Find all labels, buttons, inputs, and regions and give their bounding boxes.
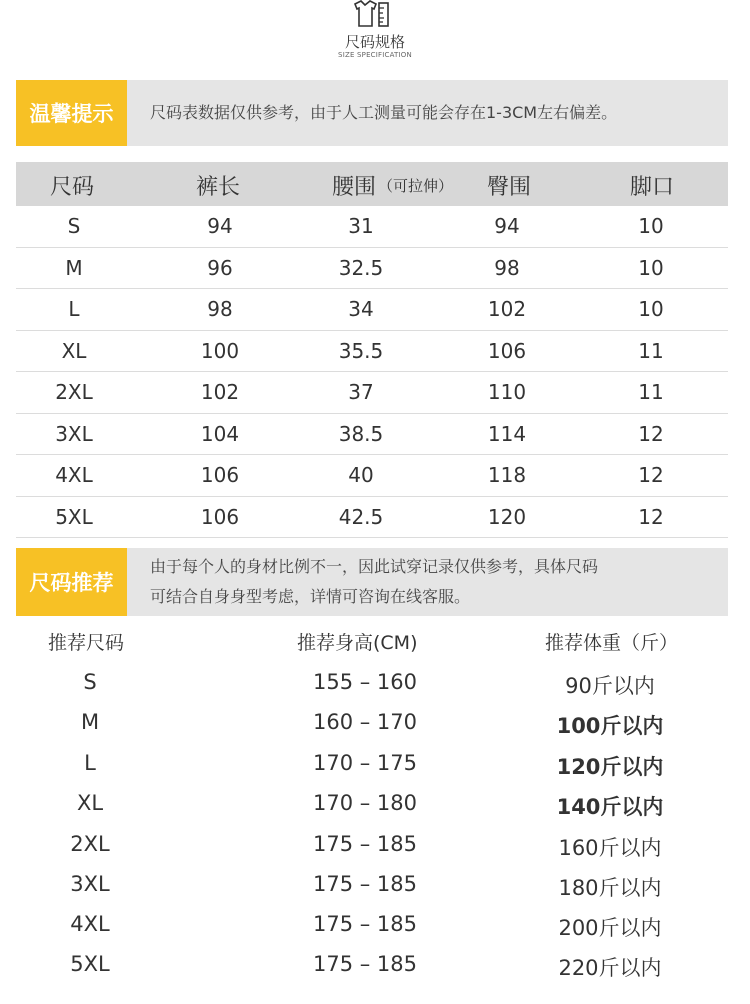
rec-height: 160 – 170 bbox=[312, 710, 417, 734]
cell-size: 5XL bbox=[55, 504, 93, 529]
cell-hip: 98 bbox=[494, 255, 520, 280]
cell-size: 2XL bbox=[55, 380, 93, 404]
cell-length: 94 bbox=[207, 214, 233, 238]
cell-size: M bbox=[65, 255, 83, 280]
rec-height: 170 – 175 bbox=[312, 751, 417, 775]
notice-text: 尺码表数据仅供参考，由于人工测量可能会存在1-3CM左右偏差。 bbox=[150, 103, 618, 122]
cell-waist: 42.5 bbox=[338, 504, 384, 529]
cell-size: L bbox=[68, 297, 80, 321]
cell-length: 100 bbox=[200, 338, 240, 363]
rec-height: 175 – 185 bbox=[312, 952, 417, 976]
cell-hem: 10 bbox=[638, 255, 664, 280]
cell-waist: 38.5 bbox=[338, 421, 384, 446]
recommend-banner bbox=[16, 548, 728, 616]
list-item bbox=[0, 791, 750, 831]
header-hem: 脚口 bbox=[630, 175, 675, 200]
cell-hip: 118 bbox=[487, 463, 527, 487]
rec-size: XL bbox=[76, 791, 104, 815]
rec-height: 175 – 185 bbox=[312, 872, 417, 896]
list-item bbox=[0, 952, 750, 992]
notice-banner bbox=[16, 80, 728, 146]
rec-size: S bbox=[83, 670, 97, 694]
table-row bbox=[16, 455, 728, 497]
rec-size: 4XL bbox=[70, 912, 110, 936]
cell-hem: 10 bbox=[638, 297, 664, 321]
cell-hem: 12 bbox=[638, 463, 664, 487]
cell-hem: 10 bbox=[638, 214, 664, 238]
rec-weight: 90斤以内 bbox=[565, 674, 655, 698]
header-rec-height: 推荐身高(CM) bbox=[297, 632, 418, 654]
rec-size: 3XL bbox=[70, 872, 110, 896]
cell-hem: 11 bbox=[638, 338, 664, 363]
cell-waist: 31 bbox=[348, 214, 374, 238]
header-waist-note: （可拉伸） bbox=[378, 177, 454, 195]
cell-waist: 32.5 bbox=[338, 255, 384, 280]
recommend-table-header bbox=[0, 628, 750, 658]
recommend-text bbox=[150, 552, 598, 612]
cell-size: 3XL bbox=[55, 421, 93, 446]
rec-height: 175 – 185 bbox=[312, 912, 417, 936]
rec-weight: 100斤以内 bbox=[556, 714, 664, 738]
notice-label: 温馨提示 bbox=[16, 80, 127, 146]
recommend-text-line1: 由于每个人的身材比例不一，因此试穿记录仅供参考，具体尺码 bbox=[150, 557, 599, 576]
rec-size: M bbox=[80, 710, 100, 734]
cell-hem: 11 bbox=[638, 380, 664, 404]
header-size: 尺码 bbox=[50, 175, 95, 200]
page-subtitle: SIZE SPECIFICATION bbox=[338, 51, 412, 59]
cell-length: 104 bbox=[200, 421, 240, 446]
rec-size: 2XL bbox=[70, 832, 110, 856]
cell-hip: 114 bbox=[487, 421, 527, 446]
cell-hip: 110 bbox=[487, 380, 527, 404]
cell-waist: 37 bbox=[348, 380, 374, 404]
cell-waist: 40 bbox=[348, 463, 374, 487]
recommend-label: 尺码推荐 bbox=[16, 548, 127, 616]
cell-size: S bbox=[67, 214, 81, 238]
rec-size: 5XL bbox=[70, 952, 110, 976]
table-row bbox=[16, 497, 728, 539]
rec-weight: 180斤以内 bbox=[558, 876, 662, 900]
header-length: 裤长 bbox=[196, 175, 241, 200]
cell-size: 4XL bbox=[55, 463, 93, 487]
rec-weight: 140斤以内 bbox=[556, 795, 664, 819]
cell-waist: 34 bbox=[348, 297, 374, 321]
cell-length: 102 bbox=[200, 380, 240, 404]
cell-hip: 106 bbox=[487, 338, 527, 363]
table-row bbox=[16, 248, 728, 290]
list-item bbox=[0, 751, 750, 791]
list-item bbox=[0, 832, 750, 872]
list-item bbox=[0, 912, 750, 952]
cell-hip: 120 bbox=[487, 504, 527, 529]
table-row bbox=[16, 414, 728, 456]
table-row bbox=[16, 206, 728, 248]
size-table bbox=[16, 162, 728, 538]
header-rec-size: 推荐尺码 bbox=[48, 632, 125, 654]
shirt-ruler-icon bbox=[347, 0, 397, 30]
size-table-header bbox=[16, 162, 728, 206]
cell-size: XL bbox=[61, 338, 87, 363]
cell-length: 96 bbox=[207, 255, 233, 280]
rec-weight: 160斤以内 bbox=[558, 836, 662, 860]
list-item bbox=[0, 872, 750, 912]
table-row bbox=[16, 331, 728, 373]
recommend-text-line2: 可结合自身身型考虑，详情可咨询在线客服。 bbox=[150, 587, 471, 606]
rec-height: 170 – 180 bbox=[312, 791, 417, 815]
cell-length: 98 bbox=[207, 297, 233, 321]
rec-size: L bbox=[84, 751, 96, 775]
page-header bbox=[0, 0, 750, 70]
table-row bbox=[16, 289, 728, 331]
rec-height: 155 – 160 bbox=[312, 670, 417, 694]
list-item bbox=[0, 670, 750, 710]
list-item bbox=[0, 710, 750, 750]
page-title: 尺码规格 bbox=[344, 33, 405, 51]
cell-waist: 35.5 bbox=[338, 338, 384, 363]
rec-weight: 200斤以内 bbox=[558, 916, 662, 940]
cell-hem: 12 bbox=[638, 504, 664, 529]
cell-hem: 12 bbox=[638, 421, 664, 446]
rec-weight: 220斤以内 bbox=[558, 956, 662, 980]
cell-length: 106 bbox=[200, 463, 240, 487]
rec-height: 175 – 185 bbox=[312, 832, 417, 856]
cell-hip: 94 bbox=[494, 214, 520, 238]
header-waist: 腰围 bbox=[332, 175, 377, 200]
cell-hip: 102 bbox=[487, 297, 527, 321]
table-row bbox=[16, 372, 728, 414]
cell-length: 106 bbox=[200, 504, 240, 529]
rec-weight: 120斤以内 bbox=[556, 755, 664, 779]
header-rec-weight: 推荐体重（斤） bbox=[545, 632, 679, 654]
header-hip: 臀围 bbox=[487, 175, 532, 200]
